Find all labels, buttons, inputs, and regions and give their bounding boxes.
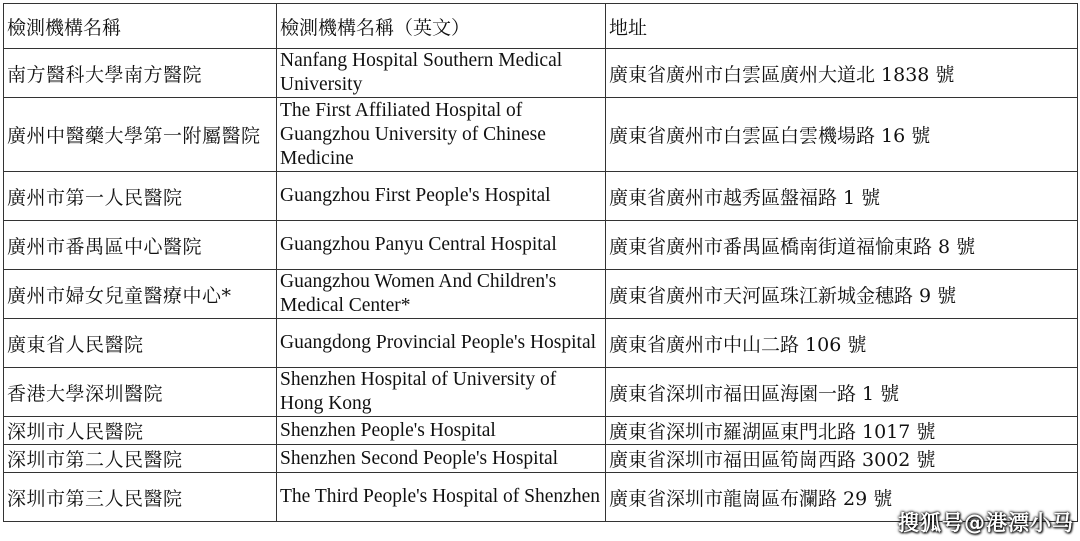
cell-name-zh: 深圳市第三人民醫院 [4,473,277,522]
table-row [4,49,1078,98]
cell-address: 廣東省深圳市羅湖區東門北路 1017 號 [606,417,1078,445]
cell-name-en: Nanfang Hospital Southern Medical University [277,49,606,98]
cell-name-zh: 深圳市第二人民醫院 [4,445,277,473]
cell-name-en: Shenzhen People's Hospital [277,417,606,445]
cell-name-zh: 廣州中醫藥大學第一附屬醫院 [4,98,277,172]
cell-name-en: Guangzhou Panyu Central Hospital [277,221,606,270]
table-row [4,172,1078,221]
table-row [4,417,1078,445]
cell-address: 廣東省廣州市番禺區橋南街道福愉東路 8 號 [606,221,1078,270]
header-address: 地址 [606,4,1078,49]
cell-name-en: Shenzhen Hospital of University of Hong Kong [277,368,606,417]
table-row [4,98,1078,172]
cell-name-zh: 廣州市婦女兒童醫療中心* [4,270,277,319]
cell-address: 廣東省廣州市中山二路 106 號 [606,319,1078,368]
table-row [4,368,1078,417]
table-row [4,270,1078,319]
cell-name-en: Guangdong Provincial People's Hospital [277,319,606,368]
header-row [4,4,1078,49]
cell-address: 廣東省深圳市龍崗區布瀾路 29 號 [606,473,1078,522]
cell-name-en: The Third People's Hospital of Shenzhen [277,473,606,522]
cell-name-en: Guangzhou Women And Children's Medical Center* [277,270,606,319]
testing-institutions-table [3,3,1078,522]
header-name-zh: 檢測機構名稱 [4,4,277,49]
header-name-en: 檢測機構名稱（英文） [277,4,606,49]
table-row [4,221,1078,270]
cell-name-en: Guangzhou First People's Hospital [277,172,606,221]
cell-name-zh: 廣州市第一人民醫院 [4,172,277,221]
cell-address: 廣東省廣州市越秀區盤福路 1 號 [606,172,1078,221]
cell-name-zh: 香港大學深圳醫院 [4,368,277,417]
table-row [4,445,1078,473]
cell-address: 廣東省廣州市白雲區白雲機場路 16 號 [606,98,1078,172]
cell-name-zh: 南方醫科大學南方醫院 [4,49,277,98]
cell-address: 廣東省深圳市福田區筍崗西路 3002 號 [606,445,1078,473]
cell-address: 廣東省廣州市白雲區廣州大道北 1838 號 [606,49,1078,98]
cell-address: 廣東省廣州市天河區珠江新城金穗路 9 號 [606,270,1078,319]
cell-name-zh: 廣東省人民醫院 [4,319,277,368]
source-watermark: 搜狐号@港漂小马 [898,511,1074,535]
cell-address: 廣東省深圳市福田區海園一路 1 號 [606,368,1078,417]
cell-name-en: Shenzhen Second People's Hospital [277,445,606,473]
cell-name-zh: 廣州市番禺區中心醫院 [4,221,277,270]
cell-name-en: The First Affiliated Hospital of Guangzhou University of Chinese Medicine [277,98,606,172]
cell-name-zh: 深圳市人民醫院 [4,417,277,445]
table-row [4,319,1078,368]
